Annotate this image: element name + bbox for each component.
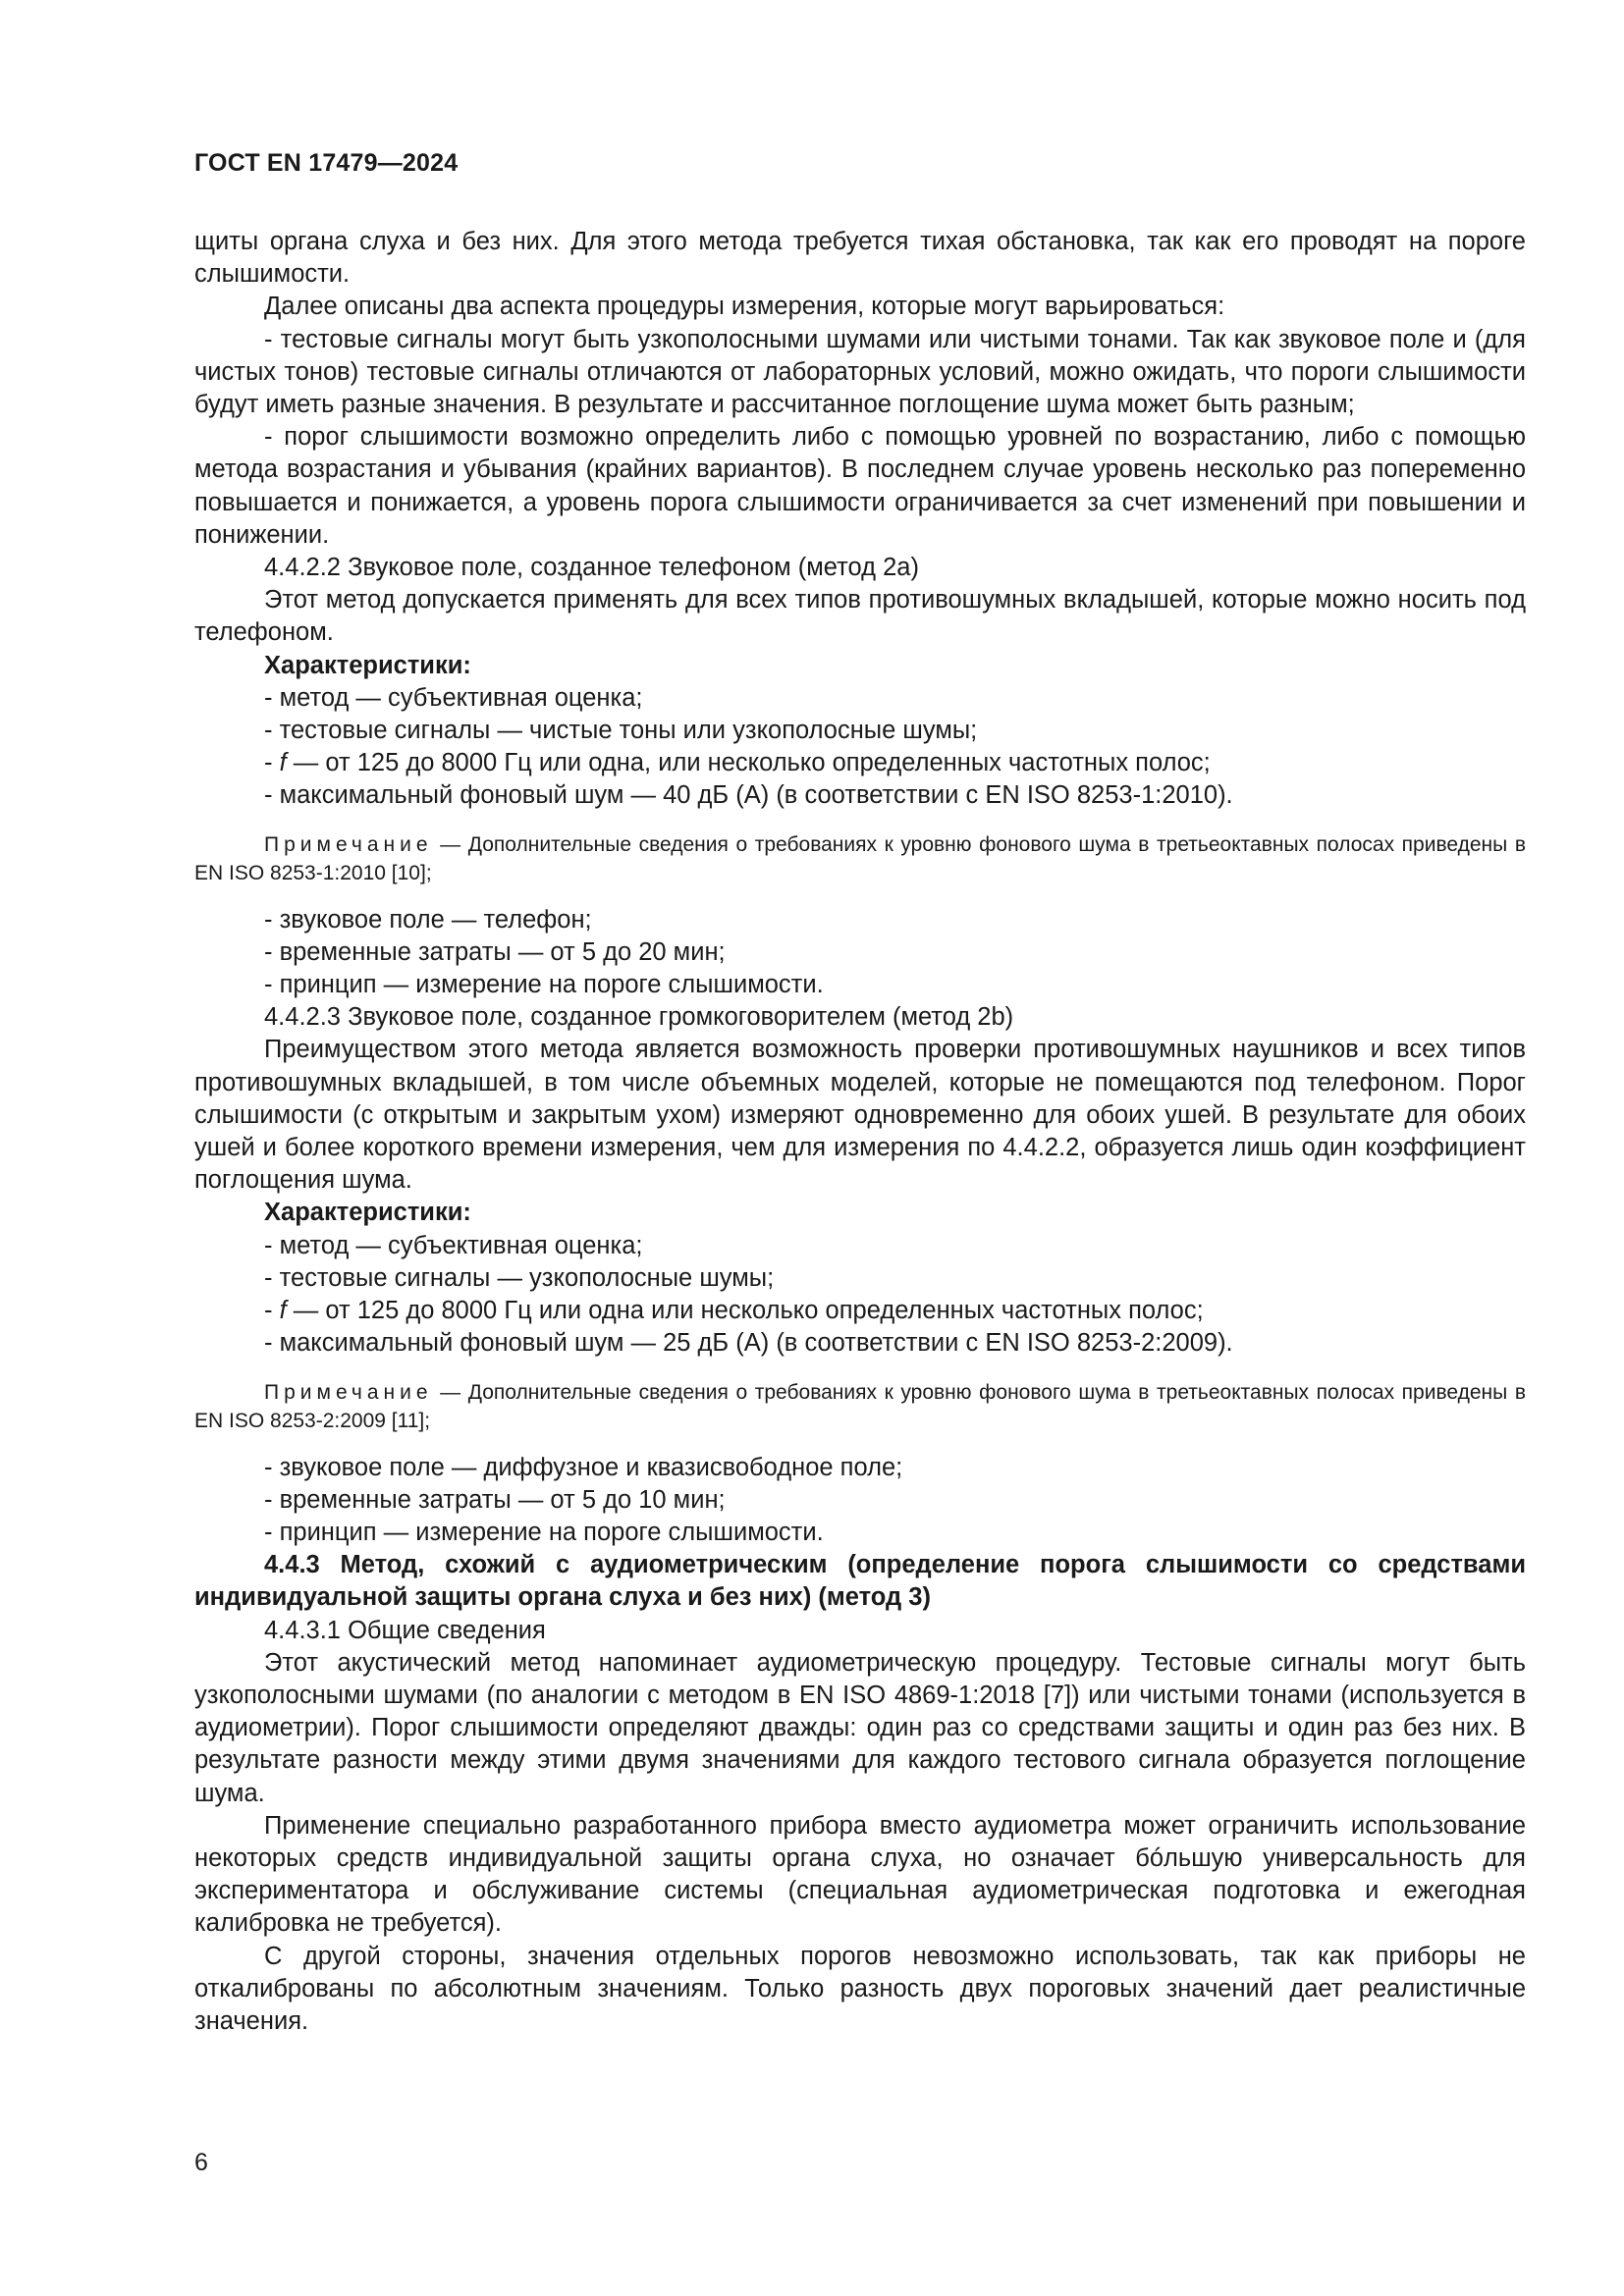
list-item: - метод — субъективная оценка;	[264, 1231, 643, 1259]
note-label: Примечание	[264, 1380, 433, 1404]
note-text: — Дополнительные сведения о требованиях к уровню фонового шума в третьеоктавных полосах приведены в EN ISO 8253-1:2010 [10];	[194, 832, 1526, 884]
list-item: - максимальный фоновый шум — 40 дБ (А) (в соответствии с EN ISO 8253-1:2010).	[264, 781, 1233, 810]
list-item: - принцип — измерение на пороге слышимости.	[264, 1518, 824, 1546]
list-item: - звуковое поле — диффузное и квазисвободное поле;	[264, 1453, 903, 1481]
section-heading: 4.4.3 Метод, схожий с аудиометрическим (определение порога слышимости со средствами индивидуальной защиты органа слуха и без них) (метод 3)	[194, 1551, 1526, 1612]
list-item: - тестовые сигналы могут быть узкополосными шумами или чистыми тонами. Так как звуковое поле и (для чистых тонов) тестовые сигналы отличаются от лабораторных условий, можно ожидать, что пороги слышимости будут иметь разные значения. В результате и рассчитанное поглощение шума может быть разным;	[194, 325, 1526, 419]
section-heading: 4.4.3.1 Общие сведения	[264, 1616, 546, 1644]
list-item: - порог слышимости возможно определить либо с помощью уровней по возрастанию, либо с помощью метода возрастания и убывания (крайних вариантов). В последнем случае уровень несколько раз попеременно повышается и понижается, а уровень порога слышимости ограничивается за счет изменений при повышении и понижении.	[194, 423, 1526, 549]
list-item: - тестовые сигналы — чистые тоны или узкополосные шумы;	[264, 717, 978, 745]
paragraph: Этот метод допускается применять для всех типов противошумных вкладышей, которые можно носить под телефоном.	[194, 586, 1526, 647]
list-item: - принцип — измерение на пороге слышимости.	[264, 971, 824, 999]
section-heading: 4.4.2.3 Звуковое поле, созданное громкоговорителем (метод 2b)	[264, 1003, 1014, 1032]
bullet-text: — от 125 до 8000 Гц или одна, или несколько определенных частотных полос;	[286, 749, 1211, 777]
document-body	[194, 226, 1526, 2038]
bullet-prefix: -	[264, 749, 280, 777]
list-item: - временные затраты — от 5 до 10 мин;	[264, 1485, 726, 1514]
list-item: - максимальный фоновый шум — 25 дБ (А) (в соответствии с EN ISO 8253-2:2009).	[264, 1329, 1233, 1358]
list-item	[194, 1295, 1526, 1327]
characteristics-heading: Характеристики:	[264, 651, 471, 679]
bullet-prefix: -	[264, 1297, 280, 1325]
note	[194, 1378, 1526, 1435]
list-item: - метод — субъективная оценка;	[264, 683, 643, 712]
page-number: 6	[194, 2149, 208, 2176]
bullet-text: — от 125 до 8000 Гц или одна или несколько определенных частотных полос;	[286, 1297, 1204, 1325]
frequency-symbol: f	[279, 1297, 287, 1325]
document-header: ГОСТ EN 17479—2024	[194, 149, 459, 177]
list-item	[194, 747, 1526, 779]
paragraph: щиты органа слуха и без них. Для этого метода требуется тихая обстановка, так как его проводят на пороге слышимости.	[194, 228, 1526, 289]
paragraph: Далее описаны два аспекта процедуры измерения, которые могут варьироваться:	[264, 293, 1225, 321]
frequency-symbol: f	[279, 749, 287, 777]
list-item: - тестовые сигналы — узкополосные шумы;	[264, 1263, 775, 1292]
paragraph: Применение специально разработанного прибора вместо аудиометра может ограничить использование некоторых средств индивидуальной защиты органа слуха, но означает бóльшую универсальность для экспериментатора и обслуживание системы (специальная аудиометрическая подготовка и ежегодная калибровка не требуется).	[194, 1811, 1526, 1938]
section-heading: 4.4.2.2 Звуковое поле, созданное телефоном (метод 2а)	[264, 554, 919, 582]
note-text: — Дополнительные сведения о требованиях к уровню фонового шума в третьеоктавных полосах приведены в EN ISO 8253-2:2009 [11];	[194, 1380, 1526, 1432]
note	[194, 830, 1526, 887]
list-item: - временные затраты — от 5 до 20 мин;	[264, 937, 726, 966]
characteristics-heading: Характеристики:	[264, 1199, 471, 1227]
paragraph: Этот акустический метод напоминает аудиометрическую процедуру. Тестовые сигналы могут быть узкополосными шумами (по аналогии с методом в EN ISO 4869-1:2018 [7]) или чистыми тонами (используется в аудиометрии). Порог слышимости определяют дважды: один раз со средствами защиты и один раз без них. В результате разности между этими двумя значениями для каждого тестового сигнала образуется поглощение шума.	[194, 1648, 1526, 1807]
note-label: Примечание	[264, 832, 433, 856]
paragraph: С другой стороны, значения отдельных порогов невозможно использовать, так как приборы не откалиброваны по абсолютным значениям. Только разность двух пороговых значений дает реалистичные значения.	[194, 1942, 1526, 2035]
list-item: - звуковое поле — телефон;	[264, 905, 592, 934]
paragraph: Преимуществом этого метода является возможность проверки противошумных наушников и всех типов противошумных вкладышей, в том числе объемных моделей, которые не помещаются под телефоном. Порог слышимости (с открытым и закрытым ухом) измеряют одновременно для обоих ушей. В результате для обоих ушей и более короткого времени измерения, чем для измерения по 4.4.2.2, образуется лишь один коэффициент поглощения шума.	[194, 1036, 1526, 1195]
